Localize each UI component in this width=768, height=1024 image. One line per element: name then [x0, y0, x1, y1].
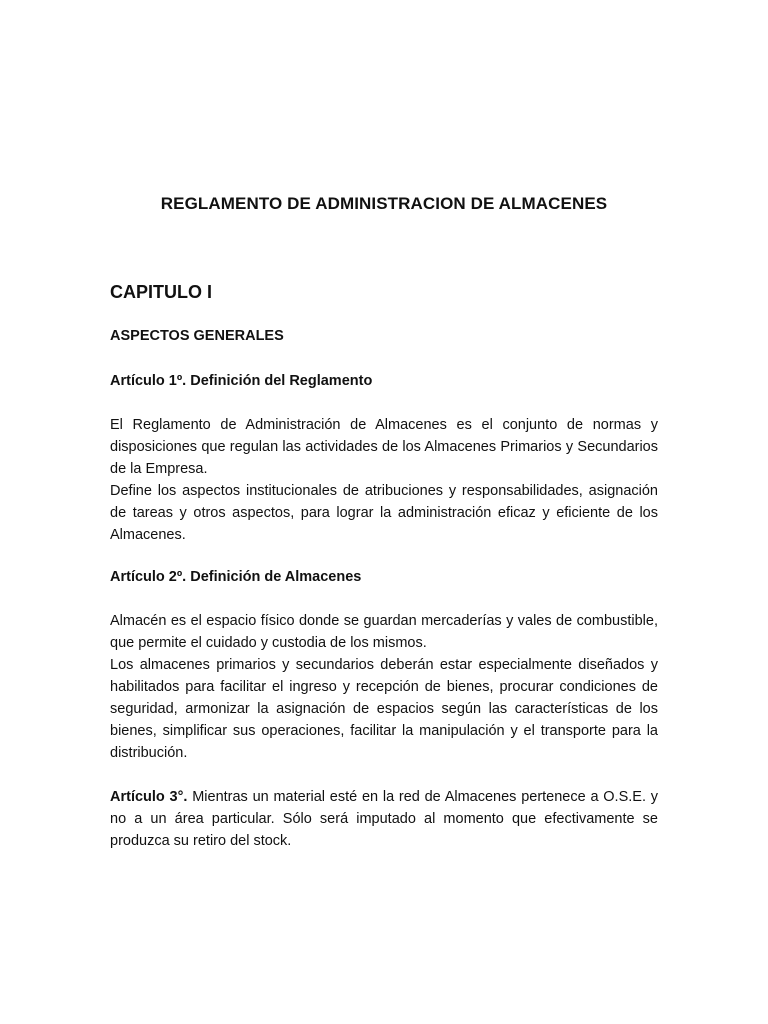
article-3-text: Mientras un material esté en la red de Almacenes pertenece a O.S.E. y no a un área particular. Sólo será imputado al momento que efectivamente se produzca su retiro del stock. — [110, 789, 658, 849]
article-3-paragraph — [110, 786, 658, 852]
article-1-heading: Artículo 1º. Definición del Reglamento — [110, 373, 373, 389]
chapter-heading: CAPITULO I — [110, 282, 212, 302]
article-2-paragraph-1: Almacén es el espacio físico donde se guardan mercaderías y vales de combustible, que permite el cuidado y custodia de los mismos. — [110, 613, 658, 651]
article-1-paragraph-2: Define los aspectos institucionales de atribuciones y responsabilidades, asignación de tareas y otros aspectos, para lograr la administración eficaz y eficiente de los Almacenes. — [110, 483, 658, 543]
article-2-body — [110, 610, 658, 764]
section-heading: ASPECTOS GENERALES — [110, 328, 284, 344]
article-3-heading: Artículo 3°. — [110, 789, 188, 805]
document-title: REGLAMENTO DE ADMINISTRACION DE ALMACENES — [160, 194, 608, 213]
article-1-body — [110, 414, 658, 546]
article-1-paragraph-1: El Reglamento de Administración de Almacenes es el conjunto de normas y disposiciones que regulan las actividades de los Almacenes Primarios y Secundarios de la Empresa. — [110, 417, 658, 477]
article-2-paragraph-2: Los almacenes primarios y secundarios deberán estar especialmente diseñados y habilitados para facilitar el ingreso y recepción de bienes, procurar condiciones de seguridad, armonizar la asignación de espacios según las características de los bienes, simplificar sus operaciones, facilitar la manipulación y el transporte para la distribución. — [110, 657, 658, 761]
article-2-heading: Artículo 2º. Definición de Almacenes — [110, 569, 362, 585]
article-3-body — [110, 786, 658, 852]
